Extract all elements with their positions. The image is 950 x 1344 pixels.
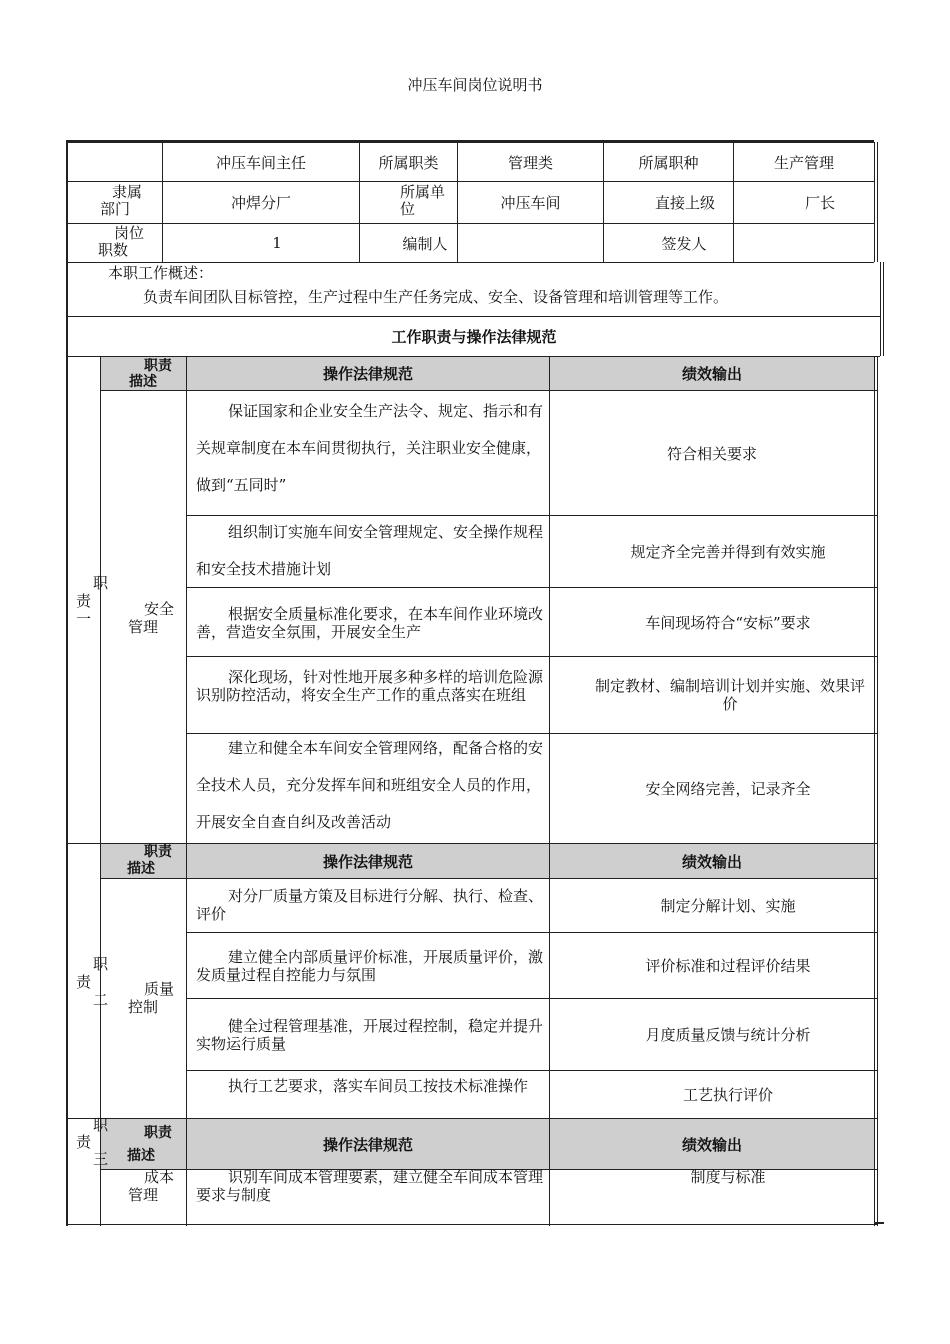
duty1-output-5: 安全网络完善，记录齐全 <box>645 780 811 798</box>
duty1-output-4: 制定教材、编制培训计划并实施、效果评价 <box>594 677 865 713</box>
duty1-label-line2: 责一 <box>76 592 92 628</box>
duty1-norm-2: 组织制订实施车间安全管理规定、安全操作规程和安全技术措施计划 <box>196 523 544 578</box>
duty2-desc-header <box>101 844 186 878</box>
duty2-norm-1: 对分厂质量方策及目标进行分解、执行、检查、评价 <box>196 887 544 923</box>
job-type-value: 生产管理 <box>773 153 834 172</box>
section-title: 工作职责与操作法律规范 <box>391 328 557 346</box>
duty1-output-header: 绩效输出 <box>681 365 742 383</box>
duty3-output-header: 绩效输出 <box>681 1135 742 1154</box>
summary-text: 负责车间团队目标管控，生产过程中生产任务完成、安全、设备管理和培训管理等工作。 <box>143 288 729 306</box>
unit-label <box>400 184 456 222</box>
duty2-label-line2: 责 <box>76 973 92 991</box>
duty2-category-line2: 控制 <box>128 998 159 1016</box>
table-left-border <box>66 140 68 1226</box>
duty2-norm-4: 执行工艺要求，落实车间员工按技术标准操作 <box>228 1077 529 1095</box>
duty3-output-1: 制度与标准 <box>690 1168 766 1186</box>
duty3-norm-1: 识别车间成本管理要素，建立健全车间成本管理要求与制度 <box>196 1168 544 1204</box>
duty2-desc-header-line1: 职责 <box>144 844 172 860</box>
duty1-norm-1: 保证国家和企业安全生产法令、规定、指示和有关规章制度在本车间贯彻执行，关注职业安全健康，做到“五同时” <box>196 402 544 494</box>
page-title: 冲压车间岗位说明书 <box>407 75 543 94</box>
duty2-output-2: 评价标准和过程评价结果 <box>645 957 811 975</box>
duty3-desc-header-line2: 描述 <box>127 1148 155 1164</box>
position-name: 冲压车间主任 <box>215 153 306 172</box>
supervisor-label: 直接上级 <box>654 194 715 212</box>
dept-label <box>92 184 152 222</box>
duty2-desc-header-line2: 描述 <box>127 861 155 877</box>
unit-label-line2: 位 <box>400 200 416 218</box>
duty3-label <box>72 1116 109 1171</box>
issuer-label: 签发人 <box>661 234 707 253</box>
duty1-norms-header: 操作法律规范 <box>322 365 413 383</box>
duty1-output-3: 车间现场符合“安标”要求 <box>645 613 811 632</box>
author-label: 编制人 <box>402 234 448 253</box>
headcount-value: 1 <box>272 234 282 252</box>
duty1-desc-header-line2: 描述 <box>129 374 157 390</box>
unit-value: 冲压车间 <box>500 194 561 212</box>
duty2-label-line3: 二 <box>93 991 109 1009</box>
headcount-label-line1: 岗位 <box>114 224 145 242</box>
duty3-category-line1: 成本 <box>144 1168 175 1186</box>
duty1-norm-5: 建立和健全本车间安全管理网络，配备合格的安全技术人员，充分发挥车间和班组安全人员的作用，开展安全自查自纠及改善活动 <box>196 739 544 831</box>
duty2-category <box>126 980 186 1020</box>
duty3-category <box>126 1168 186 1208</box>
duty2-norm-2: 建立健全内部质量评价标准，开展质量评价，激发质量过程自控能力与氛围 <box>196 948 544 984</box>
duty1-desc-header-line1: 职责 <box>144 358 172 374</box>
job-class-value: 管理类 <box>507 153 553 172</box>
duty1-label <box>72 574 109 628</box>
duty2-output-4: 工艺执行评价 <box>682 1086 773 1104</box>
duty2-category-line1: 质量 <box>144 980 175 998</box>
duty1-norm-4: 深化现场，针对性地开展多种多样的培训危险源识别防控活动，将安全生产工作的重点落实在班组 <box>196 668 544 704</box>
supervisor-value: 厂长 <box>804 194 835 212</box>
job-type-label: 所属职种 <box>638 153 699 172</box>
headcount-label <box>92 225 152 261</box>
dept-label-line2: 部门 <box>100 200 131 218</box>
job-class-label: 所属职类 <box>378 153 439 172</box>
duty1-category-line2: 管理 <box>128 618 159 636</box>
duty2-norm-3: 健全过程管理基准，开展过程控制，稳定并提升实物运行质量 <box>196 1017 544 1053</box>
duty1-output-2: 规定齐全完善并得到有效实施 <box>630 543 826 561</box>
duty3-label-line1: 职 <box>93 1116 109 1134</box>
duty3-label-line2: 责 <box>76 1133 92 1151</box>
duty1-norm-3: 根据安全质量标准化要求，在本车间作业环境改善，营造安全氛围，开展安全生产 <box>196 605 544 641</box>
duty2-output-1: 制定分解计划、实施 <box>660 897 796 915</box>
duty2-label-line1: 职 <box>93 955 109 973</box>
duty1-category-line1: 安全 <box>144 600 175 618</box>
duty2-norms-header: 操作法律规范 <box>322 852 413 871</box>
duty1-label-line1: 职 <box>93 574 109 592</box>
dept-label-line1: 隶属 <box>112 183 143 201</box>
headcount-label-line2: 职数 <box>98 241 129 259</box>
duty3-desc-header <box>101 1122 186 1168</box>
duty3-category-line2: 管理 <box>128 1186 159 1204</box>
duty2-output-header: 绩效输出 <box>681 852 742 871</box>
duty3-label-line3: 三 <box>93 1150 109 1168</box>
duty1-category <box>126 600 186 640</box>
duty1-desc-header <box>101 358 186 390</box>
duty1-output-1: 符合相关要求 <box>666 444 757 463</box>
duty2-label <box>72 955 109 1015</box>
unit-label-line1: 所属单 <box>400 183 446 201</box>
summary-label: 本职工作概述： <box>108 264 214 282</box>
dept-value: 冲焊分厂 <box>230 194 291 212</box>
duty3-norms-header: 操作法律规范 <box>322 1135 413 1154</box>
duty2-output-3: 月度质量反馈与统计分析 <box>645 1026 811 1044</box>
duty3-desc-header-line1: 职责 <box>144 1125 172 1141</box>
